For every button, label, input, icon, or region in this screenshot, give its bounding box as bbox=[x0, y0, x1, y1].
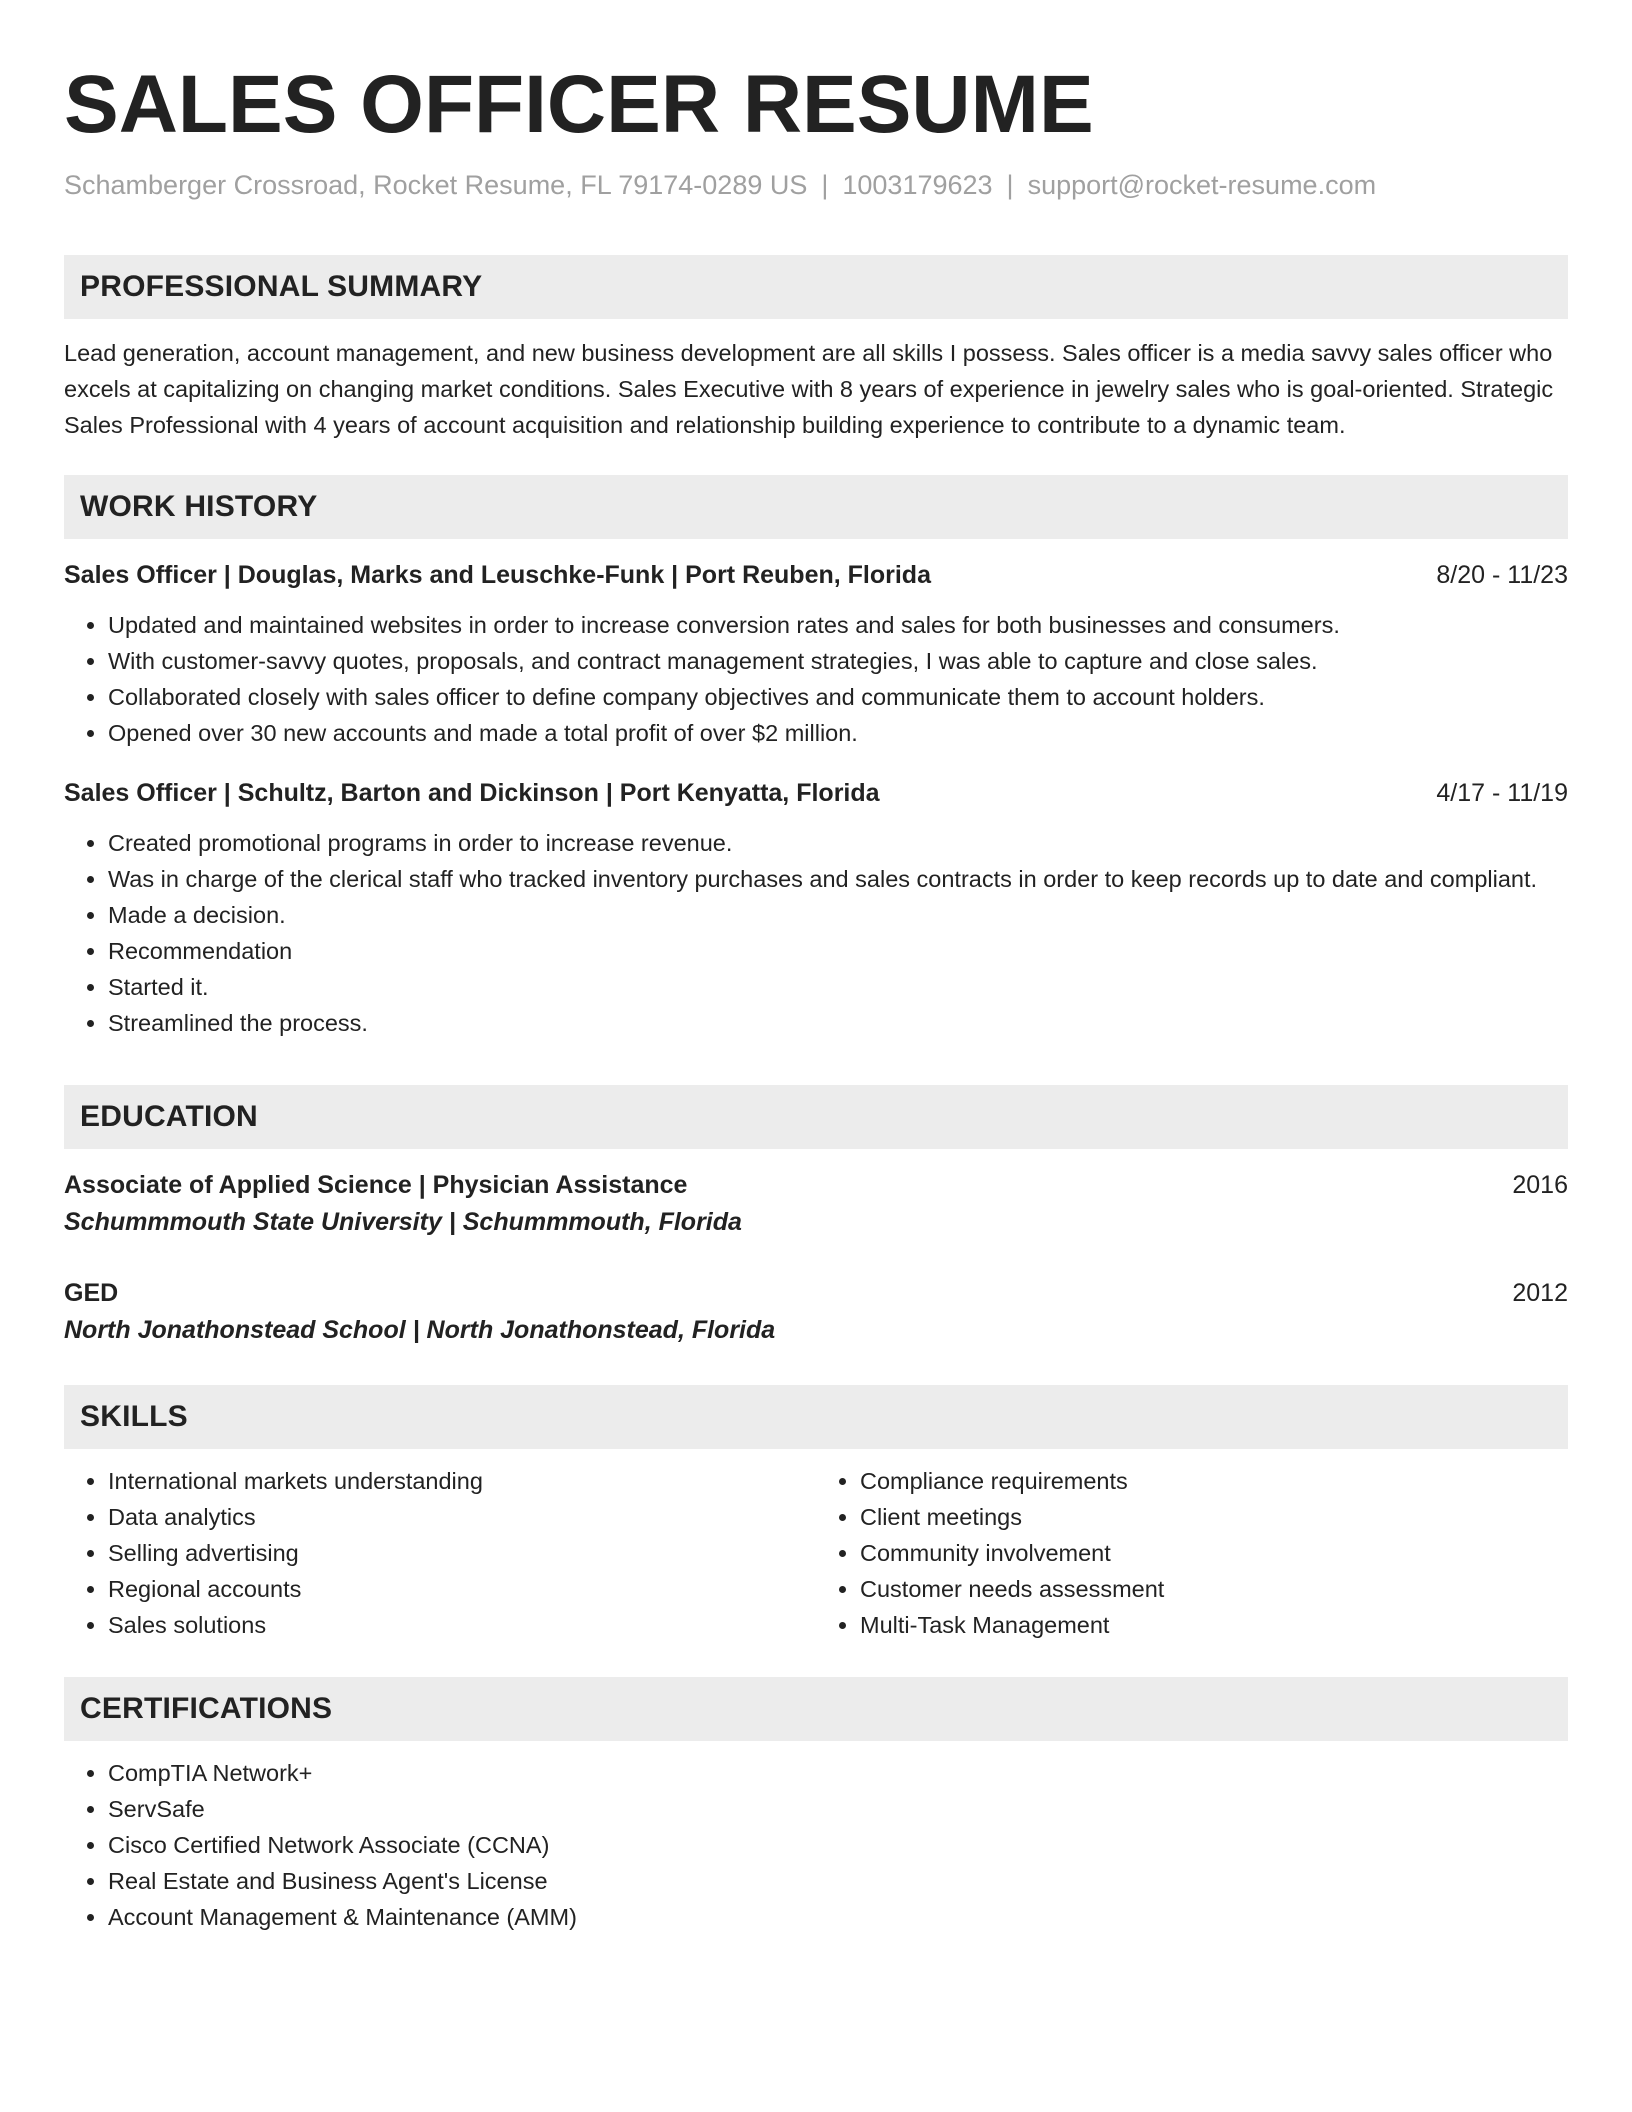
certification-item: • Account Management & Maintenance (AMM) bbox=[108, 1899, 1568, 1935]
skill-item: • International markets understanding bbox=[108, 1463, 816, 1499]
skill-item: • Selling advertising bbox=[108, 1535, 816, 1571]
education-degree: GED bbox=[64, 1279, 119, 1307]
education-year: 2016 bbox=[1512, 1171, 1568, 1199]
education-header bbox=[64, 1167, 1568, 1203]
job-title: Sales Officer | Douglas, Marks and Leuschke-Funk | Port Reuben, Florida bbox=[64, 561, 931, 589]
skills-grid bbox=[64, 1463, 1568, 1643]
job-bullets bbox=[64, 607, 1568, 751]
section-heading-skills: SKILLS bbox=[64, 1385, 1568, 1449]
education-entry bbox=[64, 1275, 1568, 1349]
job-bullet: • Started it. bbox=[108, 969, 1568, 1005]
certification-item: • Cisco Certified Network Associate (CCNA) bbox=[108, 1827, 1568, 1863]
job-bullet: • Was in charge of the clerical staff who tracked inventory purchases and sales contracts in order to keep records up to date and compliant. bbox=[108, 861, 1568, 897]
skill-item: • Data analytics bbox=[108, 1499, 816, 1535]
education-header bbox=[64, 1275, 1568, 1311]
skill-item: • Sales solutions bbox=[108, 1607, 816, 1643]
skill-item: • Community involvement bbox=[860, 1535, 1568, 1571]
job-bullet: • Recommendation bbox=[108, 933, 1568, 969]
job-title: Sales Officer | Schultz, Barton and Dickinson | Port Kenyatta, Florida bbox=[64, 779, 880, 807]
skill-item: • Compliance requirements bbox=[860, 1463, 1568, 1499]
skill-item: • Client meetings bbox=[860, 1499, 1568, 1535]
job-entry bbox=[64, 775, 1568, 1041]
contact-email: support@rocket-resume.com bbox=[1027, 170, 1377, 200]
job-bullet: • Opened over 30 new accounts and made a total profit of over $2 million. bbox=[108, 715, 1568, 751]
job-entry bbox=[64, 557, 1568, 751]
section-heading-education: EDUCATION bbox=[64, 1085, 1568, 1149]
certification-item: • ServSafe bbox=[108, 1791, 1568, 1827]
job-dates: 4/17 - 11/19 bbox=[1436, 779, 1568, 807]
certification-item: • CompTIA Network+ bbox=[108, 1755, 1568, 1791]
skill-item: • Customer needs assessment bbox=[860, 1571, 1568, 1607]
skill-item: • Multi-Task Management bbox=[860, 1607, 1568, 1643]
education-entry bbox=[64, 1167, 1568, 1241]
certifications-list bbox=[64, 1755, 1568, 1935]
certification-bullets bbox=[64, 1755, 1568, 1935]
job-bullets bbox=[64, 825, 1568, 1041]
job-bullet: • Made a decision. bbox=[108, 897, 1568, 933]
skills-column-left bbox=[64, 1463, 816, 1643]
contact-separator: | bbox=[1006, 170, 1014, 200]
education-degree: Associate of Applied Science | Physician Assistance bbox=[64, 1171, 688, 1199]
education-year: 2012 bbox=[1512, 1279, 1568, 1307]
contact-phone: 1003179623 bbox=[842, 170, 993, 200]
section-heading-work-history: WORK HISTORY bbox=[64, 475, 1568, 539]
job-bullet: • Updated and maintained websites in order to increase conversion rates and sales for both businesses and consumers. bbox=[108, 607, 1568, 643]
job-dates: 8/20 - 11/23 bbox=[1436, 561, 1568, 589]
job-bullet: • Collaborated closely with sales officer to define company objectives and communicate them to account holders. bbox=[108, 679, 1568, 715]
job-bullet: • Streamlined the process. bbox=[108, 1005, 1568, 1041]
section-heading-summary: PROFESSIONAL SUMMARY bbox=[64, 255, 1568, 319]
job-header bbox=[64, 775, 1568, 811]
education-school: North Jonathonstead School | North Jonathonstead, Florida bbox=[64, 1316, 776, 1344]
education-school: Schummmouth State University | Schummmouth, Florida bbox=[64, 1208, 742, 1236]
summary-text: Lead generation, account management, and new business development are all skills I possess. Sales officer is a media savvy sales officer who excels at capitalizing on changing market conditions. Sales Executive with 8 years of experience in jewelry sales who is goal-oriented. Strategic Sales Professional with 4 years of account acquisition and relationship building experience to contribute to a dynamic team. bbox=[64, 340, 1554, 438]
certification-item: • Real Estate and Business Agent's License bbox=[108, 1863, 1568, 1899]
contact-line bbox=[64, 167, 1568, 203]
contact-separator: | bbox=[821, 170, 829, 200]
section-heading-certifications: CERTIFICATIONS bbox=[64, 1677, 1568, 1741]
resume-title: SALES OFFICER RESUME bbox=[64, 59, 1094, 150]
contact-address: Schamberger Crossroad, Rocket Resume, FL 79174-0289 US bbox=[64, 170, 808, 200]
job-header bbox=[64, 557, 1568, 593]
skills-column-right bbox=[816, 1463, 1568, 1643]
skill-item: • Regional accounts bbox=[108, 1571, 816, 1607]
job-bullet: • Created promotional programs in order to increase revenue. bbox=[108, 825, 1568, 861]
job-bullet: • With customer-savvy quotes, proposals, and contract management strategies, I was able to capture and close sales. bbox=[108, 643, 1568, 679]
